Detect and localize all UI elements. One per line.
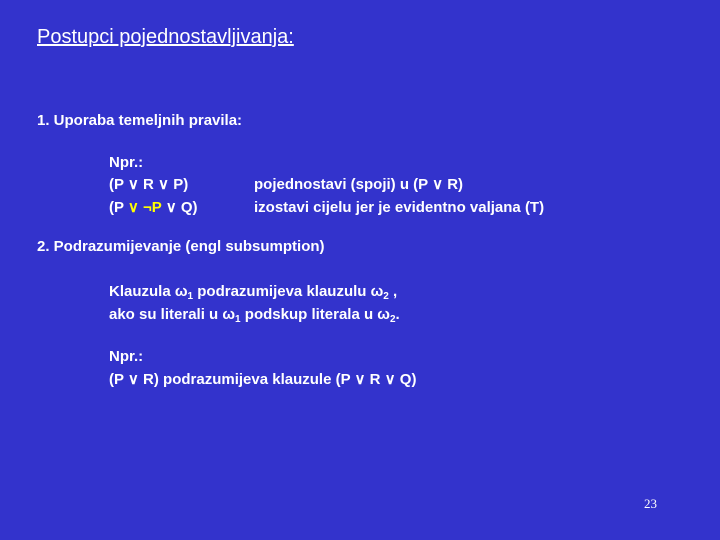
page-number: 23 [644, 496, 657, 511]
slide-title: Postupci pojednostavljivanja: [37, 26, 294, 48]
def2-b: podskup literala u ω [240, 306, 390, 323]
section1-row2-description: izostavi cijelu jer je evidentno valjana (T) [254, 199, 545, 216]
section1-example-label: Npr.: [109, 154, 144, 171]
section1-row1-description: pojednostavi (spoji) u (P ∨ R) [254, 176, 464, 193]
def2-c: . [395, 306, 400, 323]
section2-definition-line2 [109, 306, 400, 329]
section1-row2-formula [109, 199, 198, 217]
section2-heading: 2. Podrazumijevanje (engl subsumption) [37, 238, 325, 255]
def1-b: podrazumijeva klauzulu ω [193, 283, 384, 300]
section2-definition-line1 [109, 283, 397, 306]
section1-row1-formula: (P ∨ R ∨ P) [109, 176, 189, 193]
def1-sub2: 2 [383, 291, 389, 302]
def1-c: , [388, 283, 398, 300]
def1-a: Klauzula ω [109, 283, 188, 300]
def2-sub1: 1 [235, 314, 241, 325]
def1-sub1: 1 [187, 291, 194, 302]
formula-part-c: ∨ Q) [161, 199, 198, 216]
formula-part-b: ∨ ¬P [123, 199, 162, 216]
def2-sub2: 2 [389, 314, 396, 325]
section2-example: (P ∨ R) podrazumijeva klauzule (P ∨ R ∨ Q) [109, 371, 417, 388]
def2-a: ako su literali u ω [109, 306, 236, 323]
section2-example-label: Npr.: [109, 348, 144, 365]
section1-heading: 1. Uporaba temeljnih pravila: [37, 112, 243, 129]
formula-part-a: (P [109, 199, 124, 216]
